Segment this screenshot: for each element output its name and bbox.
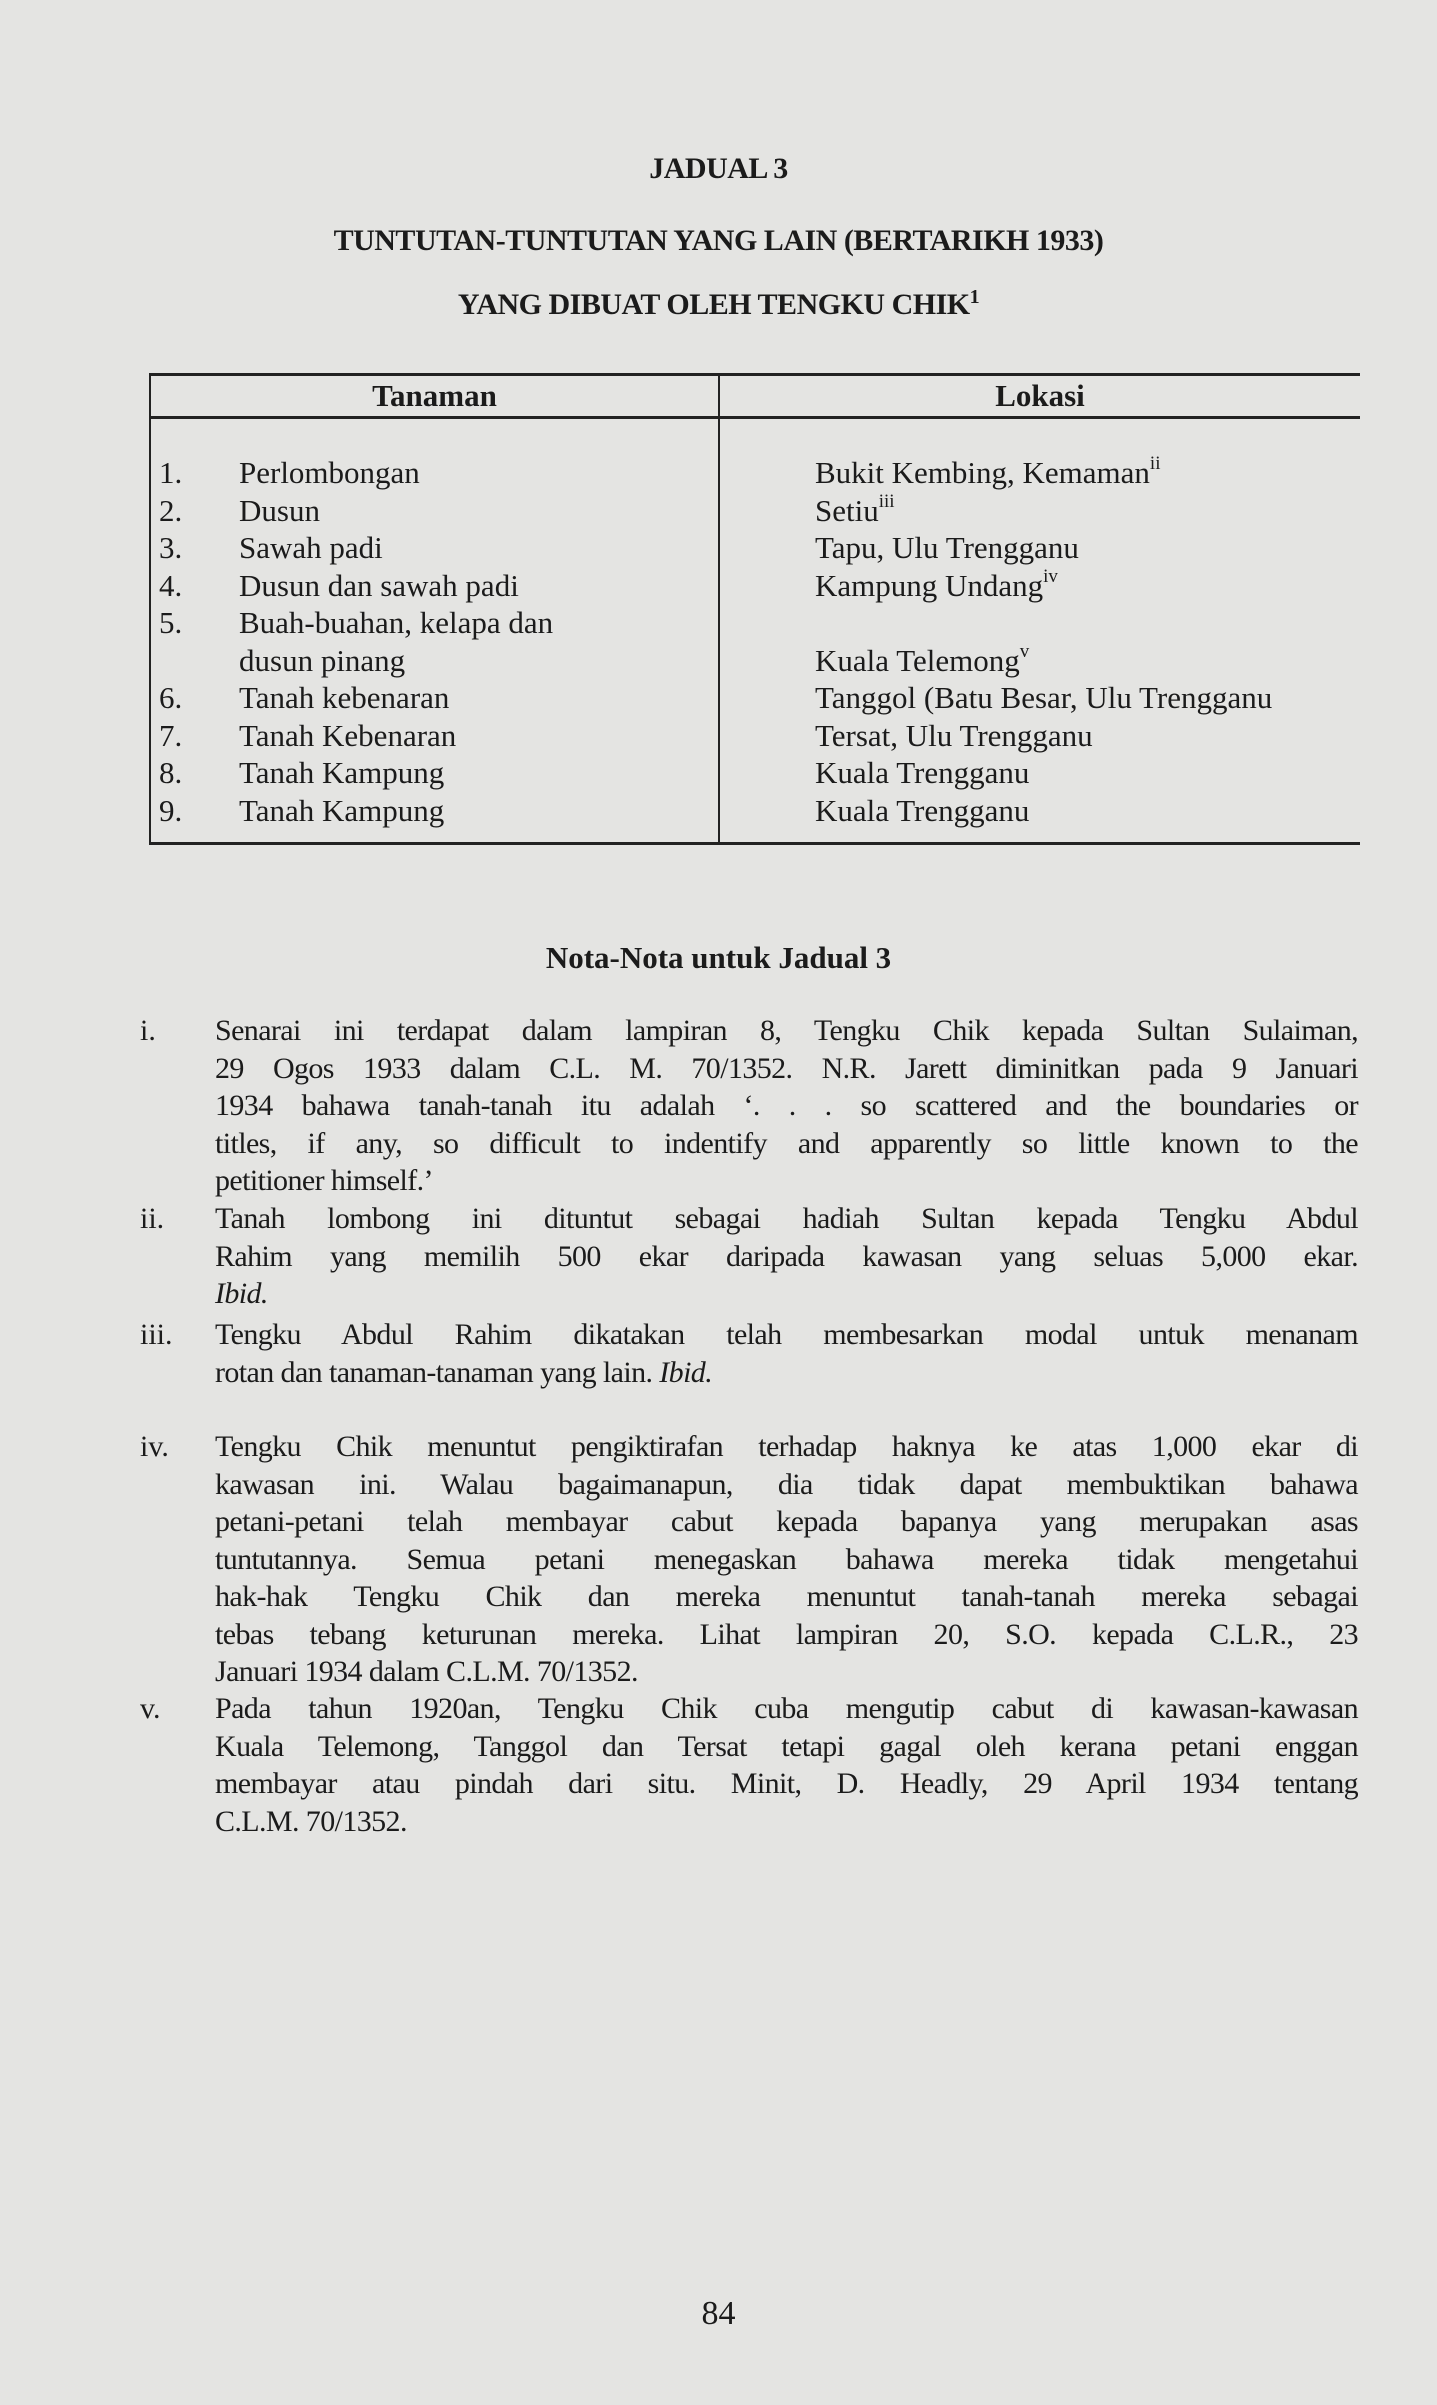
row-number: 9. (159, 792, 183, 828)
location-cell (815, 642, 1029, 680)
location-cell (815, 492, 895, 530)
location-text: Kampung Undang (815, 567, 1044, 603)
row-number: 6. (159, 680, 183, 715)
table-row (151, 529, 1360, 567)
column-header-tanaman: Tanaman (372, 378, 497, 413)
footnote (140, 1012, 1358, 1200)
footnote-marker: i. (140, 1014, 156, 1047)
ibid-citation: Ibid. (659, 1355, 713, 1389)
table-row (151, 679, 1360, 717)
footnote-line: 1934 bahawa tanah-tanah itu adalah ‘. . . so scattered and the boundaries or (215, 1089, 1358, 1122)
row-number: 3. (159, 530, 183, 565)
footnote-ref: iii (878, 490, 895, 512)
location-text: Kuala Trengganu (815, 755, 1030, 790)
crop-cell: Buah-buahan, kelapa dan (239, 605, 554, 640)
footnote-line: 29 Ogos 1933 dalam C.L. M. 70/1352. N.R. Jarett diminitkan pada 9 Januari (215, 1051, 1358, 1085)
subtitle-text: YANG DIBUAT OLEH TENGKU CHIK (457, 288, 970, 321)
footnote-ref: ii (1149, 453, 1161, 474)
location-text: Kuala Telemong (815, 642, 1020, 678)
location-cell (815, 717, 1093, 755)
table-row (151, 454, 1360, 492)
footnote-line: Rahim yang memilih 500 ekar daripada kawasan yang seluas 5,000 ekar. (215, 1239, 1358, 1273)
location-text: Tersat, Ulu Trengganu (815, 717, 1093, 753)
ibid-citation: Ibid. (215, 1277, 268, 1310)
claims-table (149, 373, 1360, 845)
table-row (151, 754, 1360, 792)
crop-cell: Perlombongan (239, 455, 420, 490)
footnote-line: tebas tebang keturunan mereka. Lihat lampiran 20, S.O. kepada C.L.R., 23 (215, 1617, 1358, 1651)
footnote-line: C.L.M. 70/1352. (215, 1804, 407, 1838)
location-cell (815, 754, 1029, 792)
location-text: Tanggol (Batu Besar, Ulu Trengganu (815, 680, 1273, 715)
footnote-ref: v (1019, 640, 1030, 662)
table-row (151, 604, 1360, 642)
footnote-line: Senarai ini terdapat dalam lampiran 8, Tengku Chik kepada Sultan Sulaiman, (215, 1014, 1358, 1047)
location-text: Tapu, Ulu Trengganu (815, 530, 1079, 565)
table-row (151, 792, 1360, 830)
footnote-line (215, 1275, 1358, 1313)
table-row (151, 642, 1360, 680)
footnote-line: hak-hak Tengku Chik dan mereka menuntut tanah-tanah mereka sebagai (215, 1580, 1358, 1613)
crop-cell: Tanah Kebenaran (239, 717, 457, 753)
row-number: 4. (159, 567, 183, 603)
footnote-line: Tengku Abdul Rahim dikatakan telah membesarkan modal untuk menanam (215, 1318, 1358, 1351)
crop-cell: Tanah Kampung (239, 755, 445, 790)
location-text: Bukit Kembing, Kemaman (815, 455, 1150, 490)
footnote-line: titles, if any, so difficult to indentify and apparently so little known to the (215, 1126, 1358, 1160)
footnote-line: Pada tahun 1920an, Tengku Chik cuba mengutip cabut di kawasan-kawasan (215, 1692, 1358, 1725)
row-number: 2. (159, 492, 183, 528)
location-cell (815, 567, 1058, 605)
footnote-line: rotan dan tanaman-tanaman yang lain. Ibid. (215, 1355, 713, 1389)
footnote-line: kawasan ini. Walau bagaimanapun, dia tidak dapat membuktikan bahawa (215, 1467, 1358, 1501)
page-number: 84 (701, 2295, 736, 2332)
footnote-ref: 1 (969, 286, 980, 308)
crop-cell: Tanah kebenaran (239, 680, 450, 715)
footnote-marker: iv. (140, 1430, 169, 1463)
table-row (151, 717, 1360, 755)
table-subtitle: TUNTUTAN-TUNTUTAN YANG LAIN (BERTARIKH 1933) (333, 224, 1104, 257)
footnote-line: petani-petani telah membayar cabut kepada bapanya yang merupakan asas (215, 1505, 1358, 1538)
footnote-marker: ii. (140, 1202, 165, 1235)
location-cell (815, 454, 1160, 492)
crop-cell: Tanah Kampung (239, 792, 445, 828)
table-row (151, 492, 1360, 530)
row-number: 7. (159, 717, 183, 753)
footnote (140, 1200, 1358, 1313)
table-title: JADUAL 3 (649, 152, 788, 185)
crop-cell: dusun pinang (239, 642, 406, 678)
table-row (151, 567, 1360, 605)
location-text: Setiu (815, 492, 879, 528)
footnote-line: Tanah lombong ini dituntut sebagai hadiah Sultan kepada Tengku Abdul (215, 1202, 1358, 1235)
table-subtitle-2 (0, 286, 1437, 322)
notes-title: Nota-Nota untuk Jadual 3 (545, 940, 892, 975)
footnote-line: Januari 1934 dalam C.L.M. 70/1352. (215, 1655, 638, 1688)
footnote-line: tuntutannya. Semua petani menegaskan bahawa mereka tidak mengetahui (215, 1542, 1358, 1576)
column-header-lokasi: Lokasi (995, 378, 1085, 413)
footnote-line: membayar atau pindah dari situ. Minit, D. Headly, 29 April 1934 tentang (215, 1767, 1358, 1800)
footnote (140, 1316, 1358, 1391)
row-number: 5. (159, 605, 183, 640)
row-number: 1. (159, 455, 183, 490)
footnote-marker: v. (140, 1692, 161, 1725)
footnote-line: Tengku Chik menuntut pengiktirafan terhadap haknya ke atas 1,000 ekar di (215, 1430, 1358, 1463)
row-number: 8. (159, 755, 183, 790)
footnote-marker: iii. (140, 1318, 173, 1351)
crop-cell: Sawah padi (239, 530, 383, 565)
footnote (140, 1428, 1358, 1691)
footnote (140, 1690, 1358, 1840)
location-text: Kuala Trengganu (815, 792, 1030, 828)
location-cell (815, 792, 1029, 830)
crop-cell: Dusun dan sawah padi (239, 567, 519, 603)
footnote-line: Kuala Telemong, Tanggol dan Tersat tetapi gagal oleh kerana petani enggan (215, 1729, 1358, 1763)
footnote-line: petitioner himself.’ (215, 1164, 433, 1197)
crop-cell: Dusun (239, 492, 320, 528)
header-rule (151, 416, 1360, 419)
location-cell (815, 679, 1272, 717)
location-cell (815, 529, 1079, 567)
footnote-ref: iv (1043, 565, 1058, 587)
